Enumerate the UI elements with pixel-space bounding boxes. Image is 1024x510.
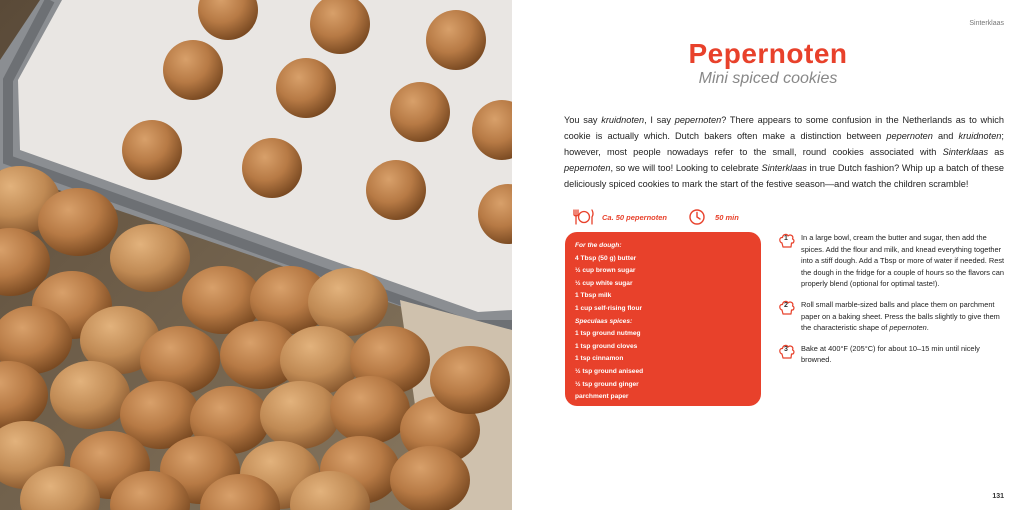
method-step xyxy=(778,343,1008,366)
chef-hat-icon xyxy=(778,232,796,250)
pepernoot-on-tray xyxy=(426,10,486,70)
method-step xyxy=(778,232,1008,290)
text-run: Sinterklaas xyxy=(942,147,989,157)
ingredient-group-heading: For the dough: xyxy=(575,242,622,249)
text-run: In a large bowl, cream the butter and sugar, then add the spices. Add the flour and milk, and knead everything together into a stiff dough. Add a Tbsp or more of water if needed. Rest the dough in the fridge for a couple of hours so the flavors can properly blend (optional for optimal taste!). xyxy=(801,233,1005,289)
ingredient-item: 1 tsp ground nutmeg xyxy=(575,330,641,338)
ingredient-group-heading: Speculaas spices: xyxy=(575,317,633,325)
text-run: pepernoten xyxy=(564,163,611,173)
ingredient-item: ½ cup white sugar xyxy=(575,279,633,287)
chef-hat-icon xyxy=(778,299,796,317)
pepernoot-on-tray xyxy=(390,82,450,142)
text-run: pepernoten xyxy=(886,131,933,141)
text-run: ; however, most people nowadays refer to the small, round cookies associated with xyxy=(564,131,1004,157)
plate-cutlery-icon xyxy=(572,208,596,226)
ingredient-item: ½ tsp ground ginger xyxy=(575,380,639,388)
recipe-meta xyxy=(572,208,757,226)
ingredient-item: parchment paper xyxy=(575,393,629,401)
pepernoot-in-pile xyxy=(330,376,410,444)
ingredient-item: 1 tsp cinnamon xyxy=(575,355,624,363)
step-number: 2 xyxy=(784,301,788,309)
step-text xyxy=(801,299,1008,334)
step-text xyxy=(801,343,1008,366)
text-run: pepernoten xyxy=(889,323,927,333)
clock-icon xyxy=(685,208,709,226)
text-run: You say xyxy=(564,115,602,125)
text-run: Roll small marble-sized balls and place them on parchment paper on a baking sheet. Press the balls slightly to give them the characteristic shape of xyxy=(801,299,1000,333)
method-step xyxy=(778,299,1008,334)
text-run: Sinterklaas xyxy=(761,163,807,173)
pepernoot-in-pile xyxy=(430,346,510,414)
pepernoot-on-tray xyxy=(242,138,302,198)
running-head: Sinterklaas xyxy=(969,20,1004,27)
text-run: kruidnoten xyxy=(958,131,1002,141)
chef-hat-icon xyxy=(778,343,796,361)
step-number: 3 xyxy=(784,345,788,353)
ingredient-item: 1 Tbsp milk xyxy=(575,292,612,300)
pepernoot-on-tray xyxy=(276,58,336,118)
recipe-subtitle: Mini spiced cookies xyxy=(698,70,838,87)
recipe-page xyxy=(512,0,1024,510)
text-run: ? There appears to some confusion in the Netherlands as to which cookie is actually which. Dutch bakers often make a distinction between xyxy=(564,115,1005,141)
method-steps xyxy=(778,232,1008,375)
ingredient-item: ½ cup brown sugar xyxy=(575,267,636,275)
time-info xyxy=(685,208,739,226)
pepernoot-in-pile xyxy=(38,188,118,256)
text-run: in true Dutch fashion? Whip up a batch of these deliciously spiced cookies to mark the start of the festive season—and watch the children scramble! xyxy=(564,163,1004,189)
page-number: 131 xyxy=(992,493,1004,500)
pepernoot-on-tray xyxy=(163,40,223,100)
pepernoot-on-tray xyxy=(366,160,426,220)
step-number: 1 xyxy=(784,235,788,242)
recipe-intro xyxy=(564,112,1004,192)
ingredient-item: ½ tsp ground aniseed xyxy=(575,367,644,375)
ingredient-item: 4 Tbsp (50 g) butter xyxy=(575,254,637,262)
ingredient-item: 1 tsp ground cloves xyxy=(575,342,638,350)
step-text xyxy=(801,232,1008,290)
text-run: kruidnoten xyxy=(601,115,645,125)
text-run: , so we will too! Looking to celebrate xyxy=(610,163,762,173)
text-run: . xyxy=(926,323,929,333)
text-run: , I say xyxy=(644,115,675,125)
time-label: 50 min xyxy=(715,212,739,222)
text-run: and xyxy=(932,131,959,141)
pepernoot-in-pile xyxy=(110,224,190,292)
yield-label: Ca. 50 pepernoten xyxy=(602,212,668,222)
recipe-title: Pepernoten xyxy=(688,38,848,69)
pepernoot-in-pile xyxy=(50,361,130,429)
text-run: as xyxy=(988,147,1004,157)
pepernoot-in-pile xyxy=(260,381,340,449)
yield-info xyxy=(572,208,667,226)
pepernoot-on-tray xyxy=(122,120,182,180)
text-run: pepernoten xyxy=(674,115,722,125)
pepernoot-in-pile xyxy=(308,268,388,336)
ingredients-box xyxy=(565,232,761,406)
ingredient-item: 1 cup self-rising flour xyxy=(575,304,643,312)
text-run: Bake at 400°F (205°C) for about 10–15 min until nicely browned. xyxy=(801,343,980,365)
